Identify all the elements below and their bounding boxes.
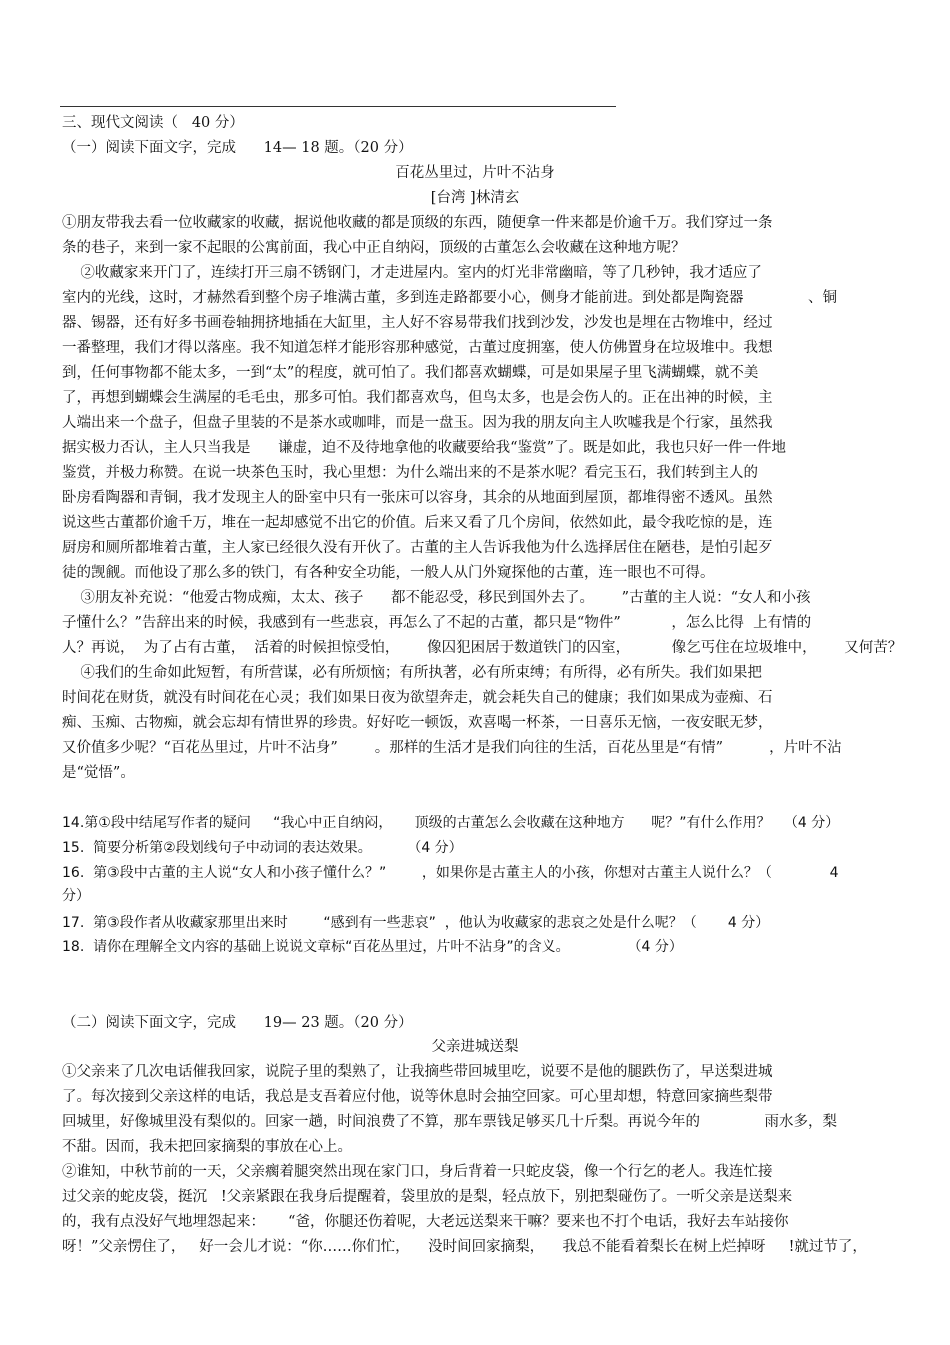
question-18: 18. 请你在理解全文内容的基础上说说文章标“百花丛里过，片叶不沾身”的含义。 （4 分） (62, 939, 683, 955)
part1-intro: （一）阅读下面文字，完成 14— 18 题。（20 分） (62, 140, 413, 156)
question-16: 16. 第③段中古董的主人说“女人和小孩子懂什么？” ，如果你是古董主人的小孩，你想对古董主人说什么？（ 4 (62, 865, 839, 881)
text-line: ②谁知，中秋节前的一天，父亲瘸着腿突然出现在家门口，身后背着一只蛇皮袋，像一个行乞的老人。我连忙接 (62, 1164, 773, 1180)
part1-article-title: 百花丛里过，片叶不沾身 (395, 165, 555, 181)
part2-article-title: 父亲进城送梨 (431, 1039, 519, 1055)
part1-author: [台湾 ]林清玄 (430, 190, 520, 206)
part2-intro: （二）阅读下面文字，完成 19— 23 题。（20 分） (62, 1015, 413, 1031)
text-line: 器、锡器，还有好多书画卷轴拥挤地插在大缸里，主人好不容易带我们找到沙发，沙发也是埋在古物堆中，经过 (62, 315, 773, 331)
question-16-continued: 分） (62, 888, 90, 904)
question-15: 15. 简要分析第②段划线句子中动词的表达效果。 （4 分） (62, 840, 463, 856)
text-line: 不甜。因而，我未把回家摘梨的事放在心上。 (62, 1139, 352, 1155)
text-line: 是“觉悟”。 (62, 765, 135, 781)
text-line: 过父亲的蛇皮袋，挺沉 !父亲紧跟在我身后提醒着，袋里放的是梨，轻点放下，别把梨碰伤了。一听父亲是送梨来 (62, 1189, 793, 1205)
text-line: 人？再说， 为了占有古董， 活着的时候担惊受怕， 像囚犯困居于数道铁门的囚室， 像乞丐住在垃圾堆中， 又何苦？ (62, 640, 903, 656)
text-line: 时间花在财货，就没有时间花在心灵；我们如果日夜为欲望奔走，就会耗失自己的健康；我们如果成为壶痴、石 (62, 690, 773, 706)
text-line: 人端出来一个盘子，但盘子里装的不是茶水或咖啡，而是一盘玉。因为我的朋友向主人吹嘘我是个行家，虽然我 (62, 415, 773, 431)
header-rule (60, 106, 616, 107)
text-line: ①父亲来了几次电话催我回家，说院子里的梨熟了，让我摘些带回城里吃，说要不是他的腿跌伤了，早送梨进城 (62, 1064, 773, 1080)
text-line: 一番整理，我们才得以落座。我不知道怎样才能形容那种感觉，古董过度拥塞，使人仿佛置身在垃圾堆中。我想 (62, 340, 773, 356)
section-title: 三、现代文阅读（ 40 分） (62, 115, 244, 131)
text-line: 痴、玉痴、古物痴，就会忘却有情世界的珍贵。好好吃一顿饭，欢喜喝一杯茶，一日喜乐无恼，一夜安眠无梦， (62, 715, 773, 731)
text-line: 据实极力否认，主人只当我是 谦虚，迫不及待地拿他的收藏要给我“鉴赏”了。既是如此，我也只好一件一件地 (62, 440, 786, 456)
text-line: ③朋友补充说：“他爱古物成痴，太太、孩子 都不能忍受，移民到国外去了。 ”古董的主人说：“女人和小孩 (62, 590, 811, 606)
text-line: 回城里，好像城里没有梨似的。回家一趟，时间浪费了不算，那车票钱足够买几十斤梨。再说今年的 雨水多，梨 (62, 1114, 838, 1130)
text-line: 又价值多少呢？“百花丛里过，片叶不沾身” 。那样的生活才是我们向往的生活，百花丛里是“有情” ，片叶不沾 (62, 740, 842, 756)
question-17: 17. 第③段作者从收藏家那里出来时 “感到有一些悲哀” ，他认为收藏家的悲哀之处是什么呢？（ 4 分） (62, 915, 770, 931)
text-line: 条的巷子，来到一家不起眼的公寓前面，我心中正自纳闷，顶级的古董怎么会收藏在这种地方呢？ (62, 240, 686, 256)
text-line: 了，再想到蝴蝶会生满屋的毛毛虫，那多可怕。我们都喜欢鸟，但鸟太多，也是会伤人的。正在出神的时候，主 (62, 390, 773, 406)
text-line: ④我们的生命如此短暂，有所营谋，必有所烦恼；有所执著，必有所束缚；有所得，必有所失。我们如果把 (62, 665, 762, 681)
text-line: 鉴赏，并极力称赞。在说一块茶色玉时，我心里想：为什么端出来的不是茶水呢？看完玉石，我们转到主人的 (62, 465, 758, 481)
text-line: ②收藏家来开门了，连续打开三扇不锈钢门，才走进屋内。室内的灯光非常幽暗，等了几秒钟，我才适应了 (62, 265, 762, 281)
question-14: 14.第①段中结尾写作者的疑问 “我心中正自纳闷， 顶级的古董怎么会收藏在这种地方 呢？”有什么作用？ （4 分） (62, 815, 840, 831)
text-line: 卧房看陶器和青铜，我才发现主人的卧室中只有一张床可以容身，其余的从地面到屋顶，都堆得密不透风。虽然 (62, 490, 773, 506)
text-line: 到，任何事物都不能太多，一到“太”的程度，就可怕了。我们都喜欢蝴蝶，可是如果屋子里飞满蝴蝶，就不美 (62, 365, 759, 381)
text-line: 的，我有点没好气地埋怨起来： “爸，你腿还伤着呢，大老远送梨来干嘛？要来也不打个电话，我好去车站接你 (62, 1214, 789, 1230)
text-line: 室内的光线，这时，才赫然看到整个房子堆满古董，多到连走路都要小心，侧身才能前进。到处都是陶瓷器 、铜 (62, 290, 838, 306)
text-line: 说这些古董都价逾千万，堆在一起却感觉不出它的价值。后来又看了几个房间，依然如此，最令我吃惊的是，连 (62, 515, 773, 531)
text-line: ①朋友带我去看一位收藏家的收藏，据说他收藏的都是顶级的东西，随便拿一件来都是价逾千万。我们穿过一条 (62, 215, 773, 231)
text-line: 徒的觊觎。而他设了那么多的铁门，有各种安全功能，一般人从门外窥探他的古董，连一眼也不可得。 (62, 565, 715, 581)
text-line: 厨房和厕所都堆着古董，主人家已经很久没有开伙了。古董的主人告诉我他为什么选择居住在陋巷，是怕引起歹 (62, 540, 773, 556)
text-line: 子懂什么？”告辞出来的时候，我感到有一些悲哀，再怎么了不起的古董，都只是“物件” ，怎么比得 上有情的 (62, 615, 812, 631)
text-line: 了。每次接到父亲这样的电话，我总是支吾着应付他，说等休息时会抽空回家。可心里却想，特意回家摘些梨带 (62, 1089, 773, 1105)
text-line: 呀！”父亲愣住了， 好一会儿才说：“你……你们忙， 没时间回家摘梨， 我总不能看着梨长在树上烂掉呀 !就过节了， (62, 1239, 867, 1255)
